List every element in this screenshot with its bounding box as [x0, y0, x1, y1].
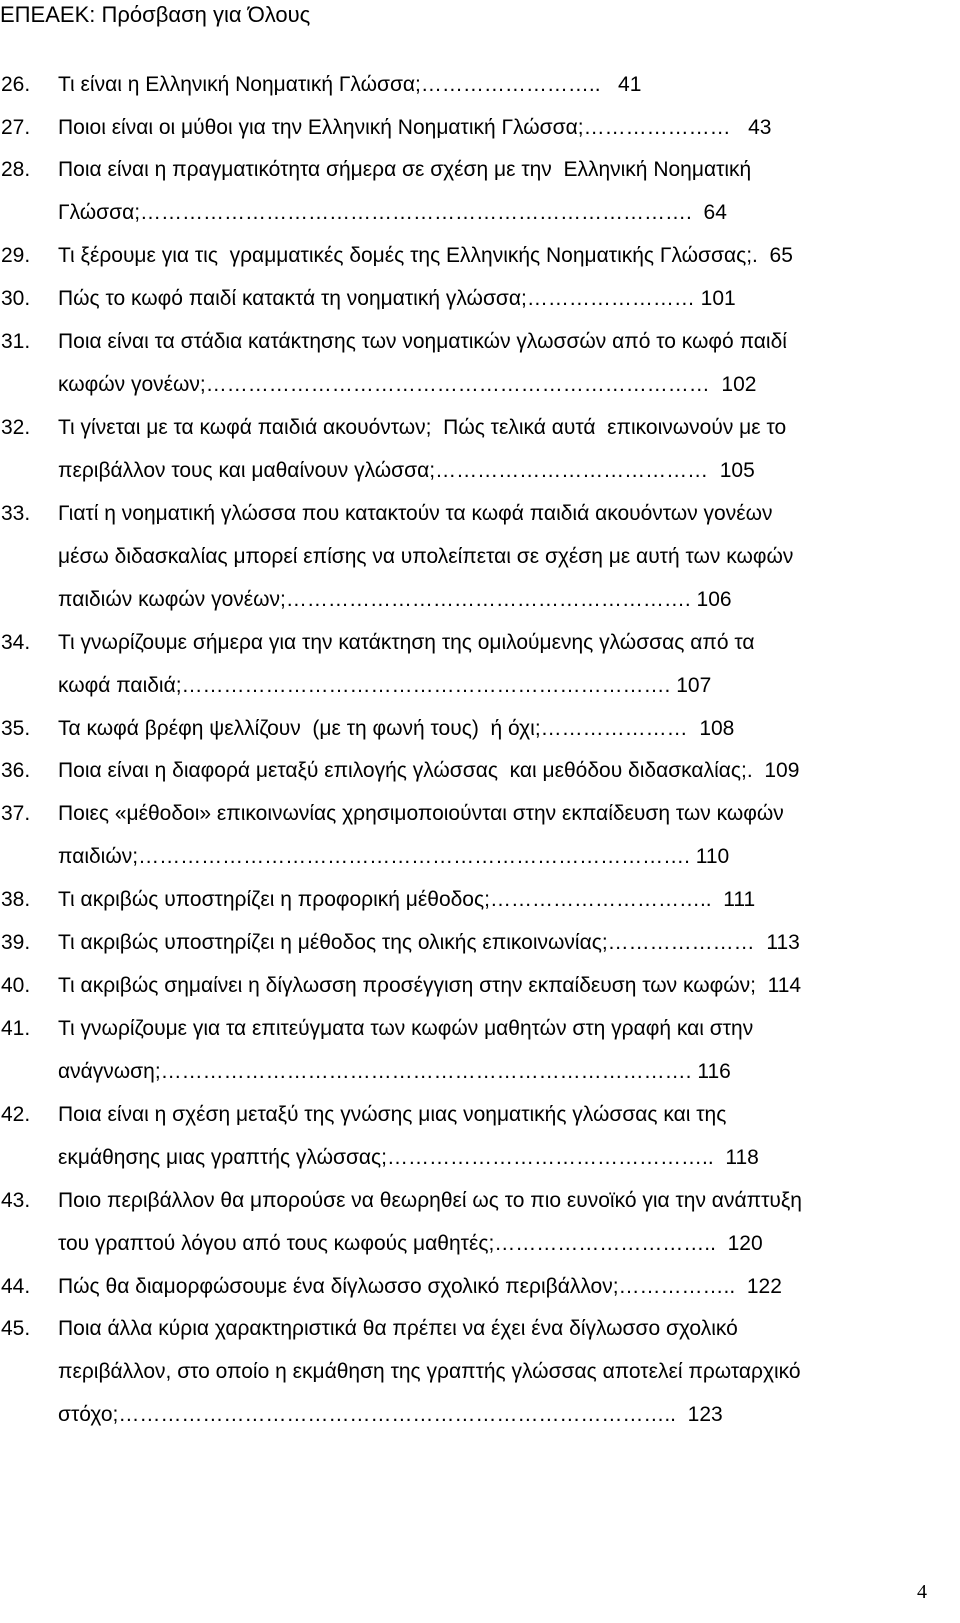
toc-item-text: ανάγνωση;…………………………………………………………………. 116 [58, 1060, 731, 1083]
toc-item-number: 39. [1, 931, 31, 954]
toc-item-number: 41. [1, 1017, 31, 1040]
toc-item-text: Τι γνωρίζουμε σήμερα για την κατάκτηση της ομιλούμενης γλώσσας από τα [58, 631, 755, 654]
toc-item-number: 30. [1, 287, 31, 310]
toc-item-text: του γραπτού λόγου από τους κωφούς μαθητές;………………………….. 120 [58, 1232, 763, 1255]
toc-item-text: κωφά παιδιά;……………………………………………………………. 107 [58, 674, 712, 697]
toc-item-text: Πώς το κωφό παιδί κατακτά τη νοηματική γλώσσα;…………………… 101 [58, 287, 736, 310]
toc-item-text: κωφών γονέων;……………………………………………………………… 102 [58, 373, 757, 396]
toc-item-text: μέσω διδασκαλίας μπορεί επίσης να υπολείπεται σε σχέση με αυτή των κωφών [58, 545, 794, 568]
toc-item-text: Γλώσσα;……………………………………………………………………. 64 [58, 201, 727, 224]
toc-item-text: Πώς θα διαμορφώσουμε ένα δίγλωσσο σχολικό περιβάλλον;…………….. 122 [58, 1275, 782, 1298]
toc-item-text: παιδιών κωφών γονέων;…………………………………………………. 106 [58, 588, 732, 611]
toc-item-text: Ποιες «μέθοδοι» επικοινωνίας χρησιμοποιούνται στην εκπαίδευση των κωφών [58, 802, 784, 825]
toc-item-text: στόχο;…………………………………………………………………….. 123 [58, 1403, 723, 1426]
toc-item-text: Ποια είναι η πραγματικότητα σήμερα σε σχέση με την Ελληνική Νοηματική [58, 158, 752, 181]
toc-item-number: 31. [1, 330, 31, 353]
toc-item-text: Γιατί η νοηματική γλώσσα που κατακτούν τα κωφά παιδιά ακουόντων γονέων [58, 502, 773, 525]
toc-item-text: Τι ακριβώς σημαίνει η δίγλωσση προσέγγιση στην εκπαίδευση των κωφών; 114 [58, 974, 802, 997]
toc-item-number: 35. [1, 717, 31, 740]
toc-item-number: 36. [1, 759, 31, 782]
toc-item-text: Τα κωφά βρέφη ψελλίζουν (με τη φωνή τους) ή όχι;………………… 108 [58, 717, 735, 740]
toc-item-text: εκμάθησης μιας γραπτής γλώσσας;……………………………………….. 118 [58, 1146, 759, 1169]
toc-item-text: Τι γνωρίζουμε για τα επιτεύγματα των κωφών μαθητών στη γραφή και στην [58, 1017, 754, 1040]
page-number: 4 [917, 1581, 927, 1603]
toc-item-number: 28. [1, 158, 31, 181]
page-header: ΕΠΕΑΕΚ: Πρόσβαση για Όλους [0, 2, 311, 27]
toc-item-text: Ποια είναι η διαφορά μεταξύ επιλογής γλώσσας και μεθόδου διδασκαλίας;. 109 [58, 759, 800, 782]
toc-item-text: Ποιο περιβάλλον θα μπορούσε να θεωρηθεί ως το πιο ευνοϊκό για την ανάπτυξη [58, 1189, 802, 1212]
toc-item-text: Ποιοι είναι οι μύθοι για την Ελληνική Νοηματική Γλώσσα;………………… 43 [58, 116, 772, 139]
toc-item-number: 34. [1, 631, 31, 654]
toc-item-number: 37. [1, 802, 31, 825]
toc-item-text: Ποια άλλα κύρια χαρακτηριστικά θα πρέπει να έχει ένα δίγλωσσο σχολικό [58, 1317, 738, 1340]
toc-item-text: Τι είναι η Ελληνική Νοηματική Γλώσσα;…………………….. 41 [58, 73, 642, 96]
toc-item-number: 26. [1, 73, 31, 96]
toc-item-text: παιδιών;……………………………………………………………………. 110 [58, 845, 730, 868]
toc-item-number: 27. [1, 116, 31, 139]
toc-item-text: Τι ξέρουμε για τις γραμματικές δομές της Ελληνικής Νοηματικής Γλώσσας;. 65 [58, 244, 793, 267]
toc-item-number: 33. [1, 502, 31, 525]
toc-item-number: 29. [1, 244, 31, 267]
toc-item-number: 38. [1, 888, 31, 911]
toc-item-text: Ποια είναι τα στάδια κατάκτησης των νοηματικών γλωσσών από το κωφό παιδί [58, 330, 787, 353]
toc-item-text: Τι ακριβώς υποστηρίζει η προφορική μέθοδος;………………………….. 111 [58, 888, 756, 911]
toc-item-number: 32. [1, 416, 31, 439]
toc-item-text: Τι γίνεται με τα κωφά παιδιά ακουόντων; Πώς τελικά αυτά επικοινωνούν με το [58, 416, 787, 439]
toc-item-text: περιβάλλον τους και μαθαίνουν γλώσσα;………………………………… 105 [58, 459, 755, 482]
toc-item-number: 42. [1, 1103, 31, 1126]
toc-item-text: περιβάλλον, στο οποίο η εκμάθηση της γραπτής γλώσσας αποτελεί πρωταρχικό [58, 1360, 801, 1383]
toc-item-number: 43. [1, 1189, 31, 1212]
toc-item-text: Τι ακριβώς υποστηρίζει η μέθοδος της ολικής επικοινωνίας;………………… 113 [58, 931, 800, 954]
toc-item-text: Ποια είναι η σχέση μεταξύ της γνώσης μιας νοηματικής γλώσσας και της [58, 1103, 727, 1126]
toc-item-number: 40. [1, 974, 31, 997]
toc-item-number: 44. [1, 1275, 31, 1298]
toc-item-number: 45. [1, 1317, 31, 1340]
